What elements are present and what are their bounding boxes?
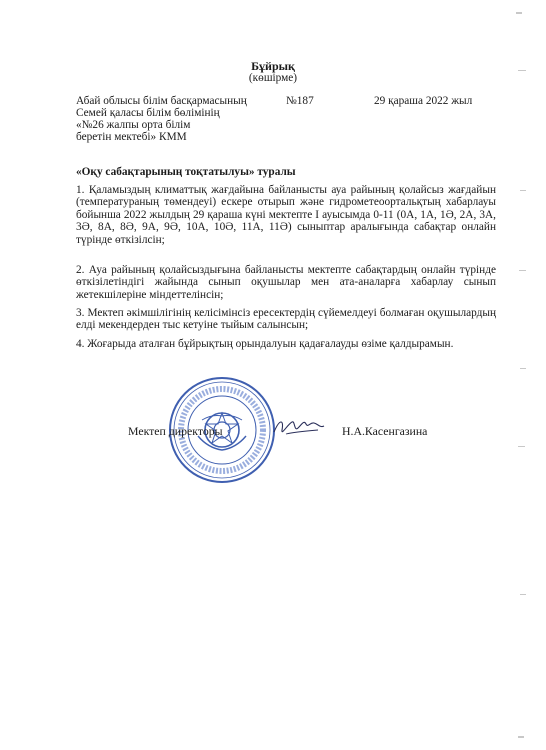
handwritten-signature [270, 414, 328, 440]
scan-mark [520, 368, 526, 369]
org-line-2: Семей қаласы білім бөлімінің [76, 107, 220, 119]
document-title: Бұйрық [251, 59, 295, 73]
scan-mark [516, 12, 522, 14]
scan-mark [518, 736, 524, 738]
document-subtitle: (көшірме) [248, 72, 298, 84]
order-number: №187 [286, 95, 314, 107]
order-subject: «Оқу сабақтарының тоқтатылуы» туралы [76, 166, 296, 178]
signature-position: Мектеп директоры [128, 424, 223, 438]
scan-mark [520, 594, 526, 595]
scan-mark [520, 190, 526, 191]
org-line-4: беретін мектебі» КММ [76, 131, 187, 143]
scan-mark [518, 70, 526, 71]
order-item-3: 3. Мектеп әкімшілігінің келісімінсіз ересектердің сүйемелдеуі болмаған оқушылардың елді мекендерден тыс кетуіне тыйым салынсын; [76, 307, 496, 332]
scan-mark [519, 270, 526, 271]
org-line-1: Абай облысы білім басқармасының [76, 95, 247, 107]
scan-mark [518, 446, 525, 447]
order-item-4: 4. Жоғарыда аталған бұйрықтың орындалуын қадағалауды өзіме қалдырамын. [76, 338, 454, 350]
order-date: 29 қараша 2022 жыл [374, 95, 473, 107]
order-item-1: 1. Қаламыздың климаттық жағдайына байланысты ауа райының қолайсыз жағдайын (температураның төмендеуі) ескере отырып және гидрометеоортальқтың хабарлауы бойынша 2022 жылдың 29 қараша күні мектепте І ауысымда 0-11 (0А, 1А, 1Ә, 2А, 3А, 3Ә, 8А, 8Ә, 9А, 9Ә, 10А, 10Ә, 11А, 11Ә) сыныптар аралығында сабақтар онлайн түрінде өткізілсін; [76, 184, 496, 246]
org-line-3: «№26 жалпы орта білім [76, 119, 191, 131]
signature-name: Н.А.Касенгазина [342, 424, 428, 438]
order-item-2: 2. Ауа райының қолайсыздығына байланысты мектепте сабақтардың онлайн түрінде өткізілетіндігі жайында сынып оқушылар мен ата-аналарға хабарлау сынып жетекшілеріне міндеттелінсін; [76, 264, 496, 301]
